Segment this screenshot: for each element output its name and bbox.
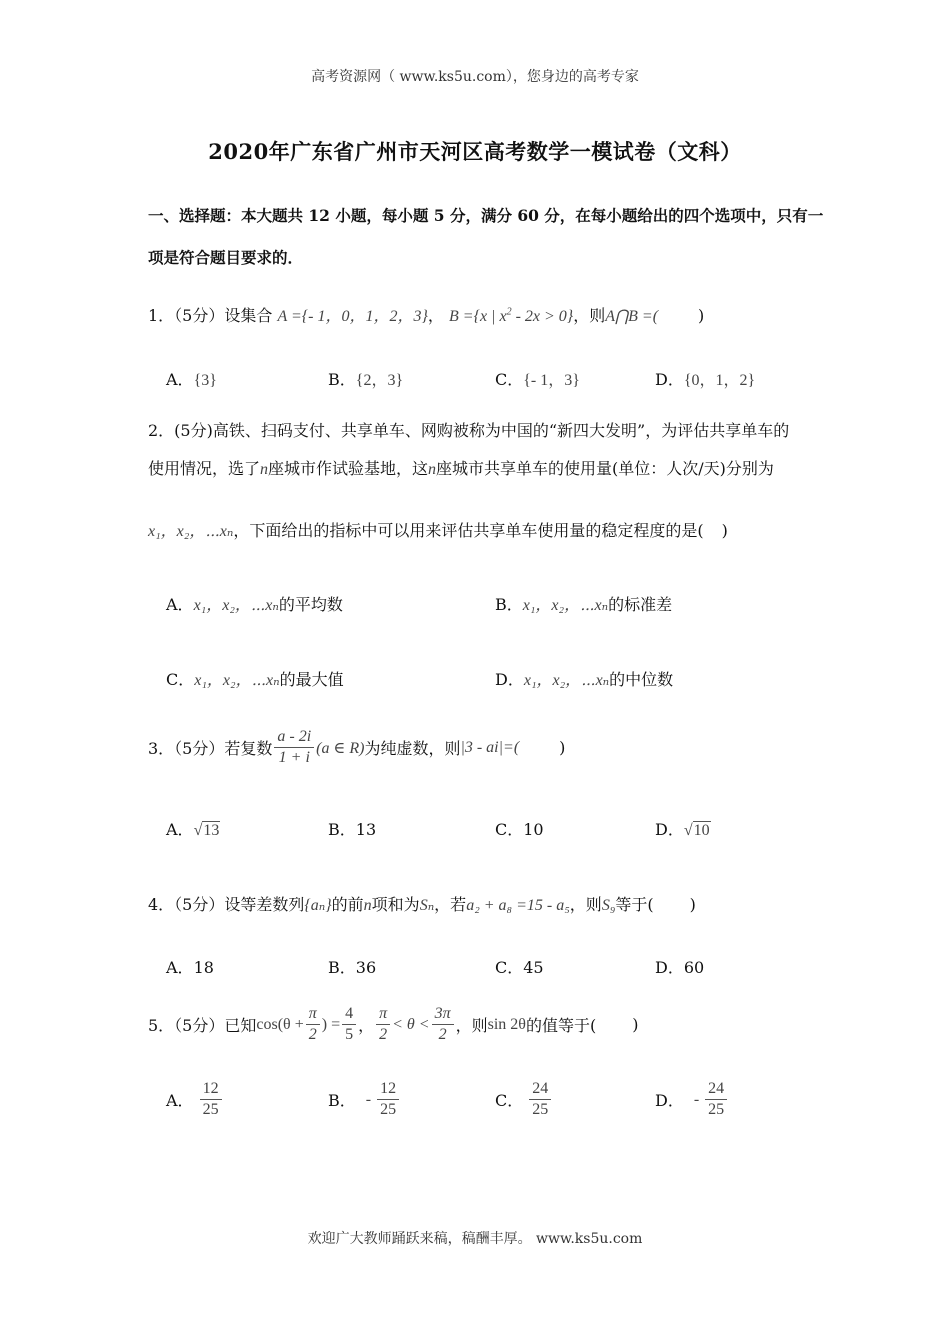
q5-option-a: A． $\frac{12}{25}$ [166, 1080, 224, 1120]
q2-option-a: A．x₁，x₂，⋯xₙ的平均数 [166, 595, 343, 614]
q3-option-b: B．13 [328, 820, 377, 839]
q5-option-d: D． - $\frac{24}{25}$ [655, 1080, 729, 1120]
q3-fraction: $\frac{a - 2i}{1 + i}$ [274, 728, 314, 768]
section-heading-line2: 项是符合题目要求的． [148, 248, 304, 267]
q2-option-c: C．x₁，x₂，⋯xₙ的最大值 [166, 670, 344, 689]
section-heading-line1: 一、选择题：本大题共 12 小题，每小题 5 分，满分 60 分，在每小题给出的四个选项中，只有一 [148, 206, 824, 225]
question-1: 1．（5分）设集合 A ={- 1，0，1，2，3}， B ={x | $x^2 - 2x > 0$}，则A⋂B =( ) [148, 306, 705, 325]
q5-option-c: C． $\frac{24}{25}$ [495, 1080, 553, 1120]
page-title: 2020年广东省广州市天河区高考数学一模试卷（文科） [208, 139, 742, 164]
page-footer: 欢迎广大教师踊跃来稿，稿酬丰厚。 www.ks5u.com [307, 1231, 643, 1247]
q5-option-b: B． - $\frac{12}{25}$ [328, 1080, 401, 1120]
q4-option-d: D．60 [655, 958, 705, 977]
q1-option-c: C．{- 1，3} [495, 370, 580, 389]
question-2-line3: x₁，x₂，⋯xₙ，下面给出的指标中可以用来评估共享单车使用量的稳定程度的是( ) [148, 521, 728, 540]
q1-option-a: A．{3} [166, 370, 217, 389]
question-2-line2: 使用情况，选了n座城市作试验基地，这n座城市共享单车的使用量(单位：人次/天)分别为 [148, 459, 774, 478]
q4-option-a: A．18 [166, 958, 214, 977]
q2-option-d: D．x₁，x₂，⋯xₙ的中位数 [495, 670, 674, 689]
sqrt-icon: √ [683, 822, 693, 839]
page-header: 高考资源网（ www.ks5u.com），您身边的高考专家 [311, 69, 639, 85]
question-4: 4．（5分）设等差数列{aₙ}的前n项和为Sₙ，若a₂ + a₈ =15 - a₅，则S₉等于( ) [148, 895, 696, 914]
q3-option-d: D．√10 [655, 820, 710, 839]
sqrt-icon: √ [193, 822, 203, 839]
q3-option-c: C．10 [495, 820, 544, 839]
q2-option-b: B．x₁，x₂，⋯xₙ的标准差 [495, 595, 673, 614]
q4-option-c: C．45 [495, 958, 544, 977]
q1-option-b: B．{2，3} [328, 370, 404, 389]
q3-option-a: A．√13 [166, 820, 220, 839]
q4-option-b: B．36 [328, 958, 377, 977]
question-5: 5．（5分）已知 cos(θ + $\frac{\pi}{2}$ ) = $\frac{4}{5}$ ， $\frac{\pi}{2}$ < θ < $\frac{3\pi}{2}$ ，则 sin 2θ 的值等于( ) [148, 1005, 639, 1044]
question-2-line1: 2．(5分)高铁、扫码支付、共享单车、网购被称为中国的“新四大发明”，为评估共享单车的 [148, 421, 790, 440]
q1-option-d: D．{0，1，2} [655, 370, 756, 389]
question-3: 3．（5分）若复数 $\frac{a - 2i}{1 + i}$ (a ∈ R) 为纯虚数，则 |3 - ai|=( ) [148, 728, 566, 767]
